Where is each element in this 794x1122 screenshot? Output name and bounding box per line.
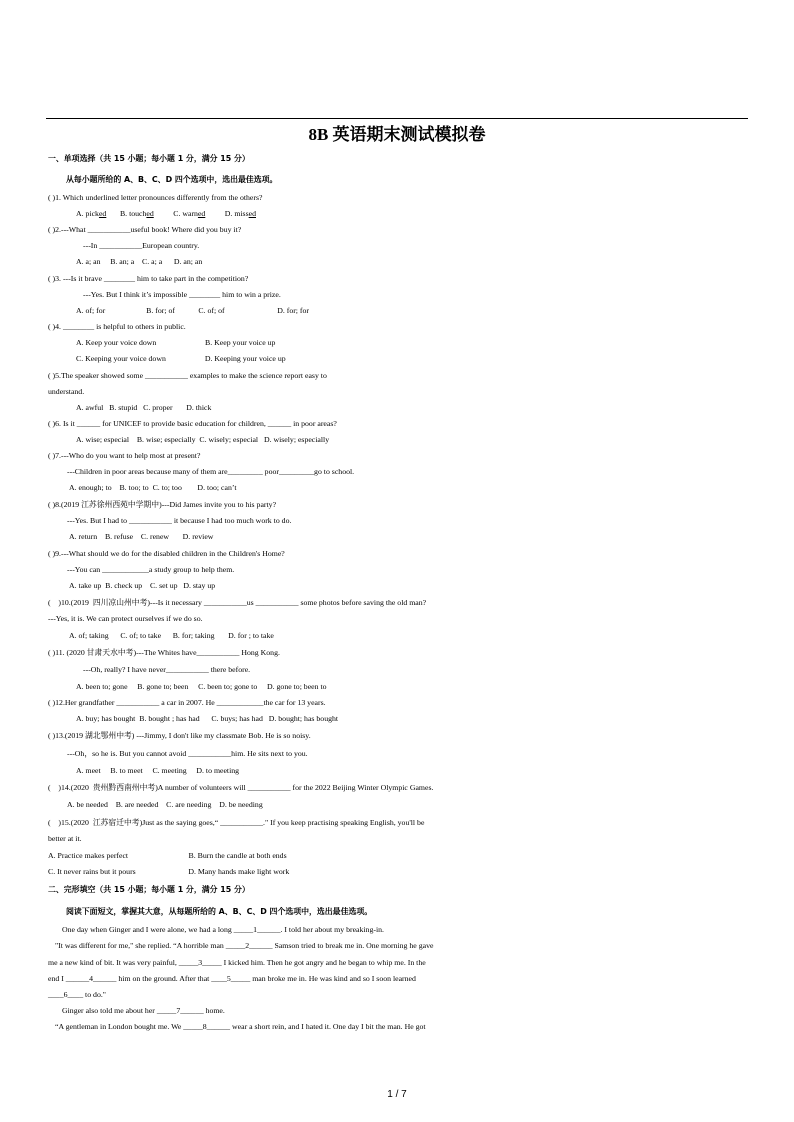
q1-opt-a: A. pick xyxy=(76,209,99,218)
q1-opt-a-underlined: ed xyxy=(98,209,107,218)
q13-line1: ( )13.(2019 湖北鄂州中考) ---Jimmy, I don't like my classmate Bob. He is so noisy. xyxy=(48,731,311,740)
q6-line1: ( )6. Is it ______ for UNICEF to provide basic education for children, ______ in poor areas? xyxy=(48,419,337,428)
passage-line-3: me a new kind of bit. It was very painful, _____3_____ I kicked him. Then he got angry and he began to whip me. In the xyxy=(48,958,426,967)
q1-opt-b: B. touch xyxy=(119,209,147,218)
q1-opt-c: C. warn xyxy=(173,209,198,218)
q8-options: A. return B. refuse C. renew D. review xyxy=(69,532,214,541)
q10-line2: ---Yes, it is. We can protect ourselves if we do so. xyxy=(48,614,203,623)
q6-options: A. wise; especial B. wise; especially C. wisely; especial D. wisely; especially xyxy=(76,435,330,444)
q4-options-ab: A. Keep your voice down B. Keep your voice up xyxy=(76,338,276,347)
q11-line1: ( )11. (2020 甘肃天水中考)---The Whites have___________ Hong Kong. xyxy=(48,648,280,657)
q2-line2: ---In ___________European country. xyxy=(83,241,200,250)
q12-line1: ( )12.Her grandfather ___________ a car in 2007. He ____________the car for 13 years. xyxy=(48,698,326,707)
q3-options: A. of; for B. for; of C. of; of D. for; for xyxy=(76,306,310,315)
q9-line1: ( )9.---What should we do for the disabled children in the Children's Home? xyxy=(48,549,285,558)
q1-opt-d: D. miss xyxy=(224,209,249,218)
passage-line-6: Ginger also told me about her _____7______ home. xyxy=(62,1006,225,1015)
page-number: 1 / 7 xyxy=(387,1089,407,1100)
q9-options: A. take up B. check up C. set up D. stay up xyxy=(69,581,216,590)
q15-options-ab: A. Practice makes perfect B. Burn the candle at both ends xyxy=(48,851,287,860)
q1-stem: ( )1. Which underlined letter pronounces differently from the others? xyxy=(48,193,263,202)
q15-line2: better at it. xyxy=(48,834,82,843)
q3-line1: ( )3. ---Is it brave ________ him to take part in the competition? xyxy=(48,274,249,283)
q4-line1: ( )4. ________ is helpful to others in public. xyxy=(48,322,186,331)
section1-instruction: 从每小题所给的 A、B、C、D 四个选项中，选出最佳选项。 xyxy=(66,175,278,184)
q10-line1: ( )10.(2019 四川凉山州中考)---Is it necessary ___________us ___________ some photos before saving the old man? xyxy=(48,598,427,607)
q15-line1: ( )15.(2020 江苏宿迁中考)Just as the saying goes,“ ___________." If you keep practising speaking English, you'll be xyxy=(48,818,425,827)
passage-line-7: “A gentleman in London bought me. We _____8______ wear a short rein, and I hated it. One day I bit the man. He got xyxy=(55,1022,426,1031)
page-title: 8B 英语期末测试模拟卷 xyxy=(308,125,486,144)
q4-options-cd: C. Keeping your voice down D. Keeping your voice up xyxy=(76,354,286,363)
header-rule xyxy=(46,118,748,119)
q2-line1: ( )2.---What ___________useful book! Where did you buy it? xyxy=(48,225,242,234)
section2-heading: 二、完形填空（共 15 小题；每小题 1 分，满分 15 分） xyxy=(48,885,250,894)
passage-line-2: "It was different for me," she replied. “A horrible man _____2______ Samson tried to break me in. One morning he gave xyxy=(55,941,434,950)
q11-line2: ---Oh, really? I have never___________ there before. xyxy=(83,665,251,674)
q8-line2: ---Yes. But I had to ___________ it because I had too much work to do. xyxy=(67,516,292,525)
passage-line-1: One day when Ginger and I were alone, we had a long _____1______. I told her about my breaking-in. xyxy=(62,925,384,934)
q13-options: A. meet B. to meet C. meeting D. to meeting xyxy=(76,766,240,775)
q12-options: A. buy; has bought B. bought ; has had C. buys; has had D. bought; has bought xyxy=(76,714,339,723)
passage-line-5: ____6____ to do." xyxy=(48,990,106,999)
q5-line1: ( )5.The speaker showed some ___________ examples to make the science report easy to xyxy=(48,371,327,380)
q11-options: A. been to; gone B. gone to; been C. been to; gone to D. gone to; been to xyxy=(76,682,327,691)
q15-options-cd: C. It never rains but it pours D. Many hands make light work xyxy=(48,867,290,876)
q8-line1: ( )8.(2019 江苏徐州西苑中学期中)---Did James invite you to his party? xyxy=(48,500,277,509)
q1-options xyxy=(76,206,776,222)
q5-options: A. awful B. stupid C. proper D. thick xyxy=(76,403,212,412)
q13-line2: ---Oh，so he is. But you cannot avoid ___________him. He sits next to you. xyxy=(67,749,308,758)
q14-line1: ( )14.(2020 贵州黔西南州中考)A number of volunteers will ___________ for the 2022 Beijing Winter Olympic Games. xyxy=(48,783,434,792)
q1-opt-d-underlined: ed xyxy=(248,209,256,218)
q3-line2: ---Yes. But I think it’s impossible ________ him to win a prize. xyxy=(83,290,281,299)
q1-opt-c-underlined: ed xyxy=(197,209,206,218)
section2-instruction: 阅读下面短文，掌握其大意，从每题所给的 A、B、C、D 四个选项中，选出最佳选项。 xyxy=(66,907,373,916)
q9-line2: ---You can ____________a study group to help them. xyxy=(67,565,235,574)
q2-options: A. a; an B. an; a C. a; a D. an; an xyxy=(76,257,203,266)
q7-line1: ( )7.---Who do you want to help most at present? xyxy=(48,451,201,460)
q5-line2: understand. xyxy=(48,387,85,396)
q14-options: A. be needed B. are needed C. are needing D. be needing xyxy=(67,800,263,809)
q1-opt-b-underlined: ed xyxy=(146,209,154,218)
passage-line-4: end I ______4______ him on the ground. After that ____5_____ man broke me in. He was kind and so I soon learned xyxy=(48,974,416,983)
q7-options: A. enough; to B. too; to C. to; too D. too; can’t xyxy=(69,483,237,492)
q10-options: A. of; taking C. of; to take B. for; taking D. for ; to take xyxy=(69,631,274,640)
section1-heading: 一、单项选择（共 15 小题；每小题 1 分，满分 15 分） xyxy=(48,154,250,163)
q7-line2: ---Children in poor areas because many of them are_________ poor_________go to school. xyxy=(67,467,355,476)
